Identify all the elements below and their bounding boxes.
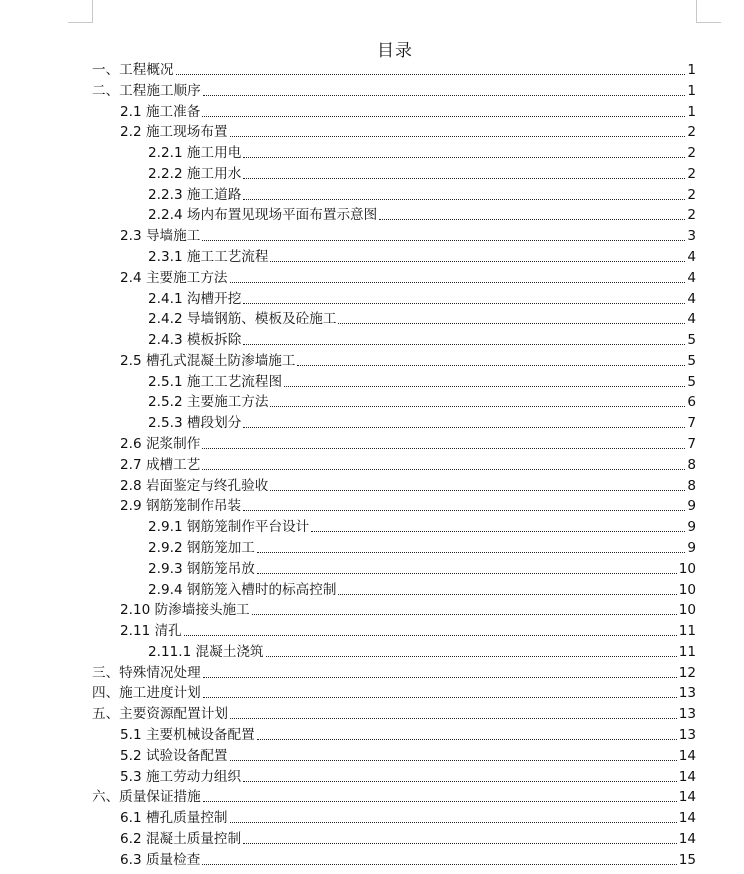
toc-page-number: 4 [687, 290, 696, 307]
toc-dot-leader [230, 717, 677, 719]
toc-entry-text: 2.3 导墙施工 [120, 228, 201, 245]
toc-dot-leader [338, 593, 676, 595]
toc-entry[interactable] [92, 663, 696, 683]
toc-entry[interactable] [120, 767, 696, 787]
toc-entry[interactable] [92, 683, 696, 703]
toc-entry-text: 5.2 试验设备配置 [120, 747, 228, 764]
toc-dot-leader [257, 572, 677, 574]
toc-page-number: 13 [678, 706, 696, 723]
toc-entry[interactable] [148, 538, 696, 558]
toc-page-number: 2 [687, 145, 696, 162]
toc-entry[interactable] [148, 164, 696, 184]
toc-entry[interactable] [148, 289, 696, 309]
toc-entry[interactable] [120, 351, 696, 371]
toc-entry[interactable] [92, 81, 696, 101]
toc-page-number: 9 [687, 498, 696, 515]
toc-entry-text: 2.2 施工现场布置 [120, 124, 228, 141]
toc-entry-text: 6.1 槽孔质量控制 [120, 810, 228, 827]
toc-entry[interactable] [120, 496, 696, 516]
toc-entry-text: 四、施工进度计划 [92, 685, 201, 702]
toc-dot-leader [203, 94, 686, 96]
toc-entry-text: 2.2.1 施工用电 [148, 145, 242, 162]
toc-dot-leader [243, 198, 685, 200]
toc-entry-text: 2.4 主要施工方法 [120, 269, 228, 286]
toc-page-number: 7 [687, 415, 696, 432]
toc-entry[interactable] [148, 413, 696, 433]
toc-entry-text: 2.9.2 钢筋笼加工 [148, 539, 255, 556]
toc-entry[interactable] [148, 185, 696, 205]
toc-entry-text: 2.4.2 导墙钢筋、模板及砼施工 [148, 311, 337, 328]
toc-entry-text: 2.6 泥浆制作 [120, 436, 201, 453]
toc-entry-text: 2.10 防渗墙接头施工 [120, 602, 250, 619]
toc-entry-text: 2.7 成槽工艺 [120, 456, 201, 473]
toc-page-number: 10 [678, 581, 696, 598]
toc-dot-leader [270, 260, 685, 262]
toc-dot-leader [257, 551, 685, 553]
toc-entry[interactable] [120, 102, 696, 122]
toc-entry[interactable] [120, 808, 696, 828]
toc-dot-leader [202, 447, 685, 449]
toc-dot-leader [243, 509, 685, 511]
toc-dot-leader [176, 73, 686, 75]
toc-entry-text: 2.5.2 主要施工方法 [148, 394, 269, 411]
page-corner-mark-left [68, 0, 93, 23]
toc-entry-text: 2.4.1 沟槽开挖 [148, 290, 242, 307]
toc-page-number: 2 [687, 165, 696, 182]
toc-entry[interactable] [120, 850, 696, 870]
toc-entry[interactable] [148, 580, 696, 600]
toc-dot-leader [202, 115, 685, 117]
toc-dot-leader [338, 322, 685, 324]
toc-entry[interactable] [120, 746, 696, 766]
toc-entry-text: 二、工程施工顺序 [92, 82, 201, 99]
toc-entry[interactable] [148, 559, 696, 579]
toc-dot-leader [270, 489, 685, 491]
toc-dot-leader [202, 239, 685, 241]
toc-dot-leader [379, 218, 685, 220]
toc-dot-leader [243, 177, 685, 179]
toc-page-number: 2 [687, 124, 696, 141]
toc-page-number: 5 [687, 373, 696, 390]
page-corner-mark-right [696, 0, 721, 23]
toc-entry-text: 2.2.4 场内布置见现场平面布置示意图 [148, 207, 378, 224]
toc-dot-leader [311, 530, 685, 532]
toc-page-number: 14 [678, 789, 696, 806]
toc-entry-text: 2.9 钢筋笼制作吊装 [120, 498, 242, 515]
toc-entry[interactable] [120, 268, 696, 288]
toc-entry[interactable] [120, 434, 696, 454]
toc-dot-leader [203, 800, 677, 802]
toc-entry-text: 2.9.1 钢筋笼制作平台设计 [148, 519, 310, 536]
toc-page-number: 11 [678, 623, 696, 640]
toc-dot-leader [297, 364, 685, 366]
toc-page-number: 6 [687, 394, 696, 411]
toc-dot-leader [184, 634, 677, 636]
toc-page-number: 3 [687, 228, 696, 245]
toc-entry-text: 2.9.3 钢筋笼吊放 [148, 560, 255, 577]
toc-page-number: 13 [678, 726, 696, 743]
toc-entry[interactable] [148, 642, 696, 662]
toc-page-number: 5 [687, 352, 696, 369]
toc-page-number: 8 [687, 477, 696, 494]
toc-page-number: 14 [678, 830, 696, 847]
toc-page-number: 5 [687, 332, 696, 349]
toc-dot-leader [230, 759, 677, 761]
toc-dot-leader [257, 738, 677, 740]
toc-entry[interactable] [120, 226, 696, 246]
toc-page-number: 9 [687, 519, 696, 536]
toc-page-number: 4 [687, 249, 696, 266]
toc-entry[interactable] [120, 621, 696, 641]
toc-page-number: 1 [687, 103, 696, 120]
toc-entry-text: 三、特殊情况处理 [92, 664, 201, 681]
toc-entry-text: 2.9.4 钢筋笼入槽时的标高控制 [148, 581, 337, 598]
toc-page-number: 10 [678, 560, 696, 577]
toc-entry[interactable] [120, 829, 696, 849]
toc-entry[interactable] [148, 372, 696, 392]
toc-entry-text: 2.5.3 槽段划分 [148, 415, 242, 432]
toc-page-number: 7 [687, 436, 696, 453]
toc-dot-leader [203, 696, 677, 698]
toc-entry[interactable] [92, 60, 696, 80]
toc-page-number: 14 [678, 810, 696, 827]
toc-entry-text: 2.2.2 施工用水 [148, 165, 242, 182]
toc-entry-text: 2.3.1 施工工艺流程 [148, 249, 269, 266]
toc-entry-text: 6.2 混凝土质量控制 [120, 830, 242, 847]
toc-dot-leader [202, 863, 676, 865]
toc-page-number: 14 [678, 768, 696, 785]
toc-dot-leader [243, 426, 685, 428]
toc-entry[interactable] [148, 143, 696, 163]
toc-entry[interactable] [148, 247, 696, 267]
toc-entry[interactable] [148, 205, 696, 225]
toc-entry[interactable] [92, 704, 696, 724]
toc-page-number: 11 [678, 643, 696, 660]
toc-entry[interactable] [148, 330, 696, 350]
toc-dot-leader [266, 655, 677, 657]
toc-dot-leader [230, 821, 677, 823]
toc-entry[interactable] [92, 787, 696, 807]
toc-dot-leader [230, 281, 686, 283]
toc-entry[interactable] [120, 600, 696, 620]
toc-entry[interactable] [148, 392, 696, 412]
toc-dot-leader [203, 676, 677, 678]
toc-entry-text: 2.2.3 施工道路 [148, 186, 242, 203]
toc-dot-leader [243, 156, 685, 158]
toc-page-number: 14 [678, 747, 696, 764]
toc-entry[interactable] [120, 122, 696, 142]
toc-page-number: 10 [678, 602, 696, 619]
toc-page-number: 2 [687, 207, 696, 224]
toc-page-number: 1 [687, 62, 696, 78]
toc-dot-leader [243, 842, 677, 844]
toc-dot-leader [252, 613, 677, 615]
toc-dot-leader [284, 385, 685, 387]
toc-dot-leader [243, 302, 685, 304]
toc-entry-text: 五、主要资源配置计划 [92, 706, 228, 723]
toc-entry-text: 5.1 主要机械设备配置 [120, 726, 255, 743]
toc-entry-text: 2.11.1 混凝土浇筑 [148, 643, 264, 660]
toc-title: 目录 [377, 41, 413, 61]
toc-entry-text: 2.1 施工准备 [120, 103, 201, 120]
toc-page-number: 12 [678, 664, 696, 681]
toc-entry[interactable] [120, 455, 696, 475]
toc-entry-text: 2.8 岩面鉴定与终孔验收 [120, 477, 269, 494]
toc-page-number: 13 [678, 685, 696, 702]
toc-entry[interactable] [148, 309, 696, 329]
toc-entry-text: 2.11 清孔 [120, 623, 182, 640]
toc-dot-leader [230, 135, 686, 137]
toc-entry-text: 2.4.3 模板拆除 [148, 332, 242, 349]
toc-page-number: 8 [687, 456, 696, 473]
toc-dot-leader [270, 405, 685, 407]
toc-entry[interactable] [148, 517, 696, 537]
toc-entry[interactable] [120, 725, 696, 745]
toc-entry-text: 6.3 质量检查 [120, 851, 201, 868]
toc-page-number: 4 [687, 311, 696, 328]
toc-dot-leader [202, 468, 685, 470]
toc-page-number: 4 [687, 269, 696, 286]
toc-page-number: 2 [687, 186, 696, 203]
toc-page-number: 15 [678, 851, 696, 868]
toc-entry-text: 一、工程概况 [92, 62, 174, 78]
toc-page-number: 1 [687, 82, 696, 99]
toc-entry-text: 5.3 施工劳动力组织 [120, 768, 242, 785]
toc-dot-leader [243, 780, 677, 782]
toc-dot-leader [243, 343, 685, 345]
toc-entry-text: 六、质量保证措施 [92, 789, 201, 806]
toc-entry-text: 2.5 槽孔式混凝土防渗墙施工 [120, 352, 296, 369]
toc-entry-text: 2.5.1 施工工艺流程图 [148, 373, 283, 390]
toc-page-number: 9 [687, 539, 696, 556]
toc-entry[interactable] [120, 476, 696, 496]
